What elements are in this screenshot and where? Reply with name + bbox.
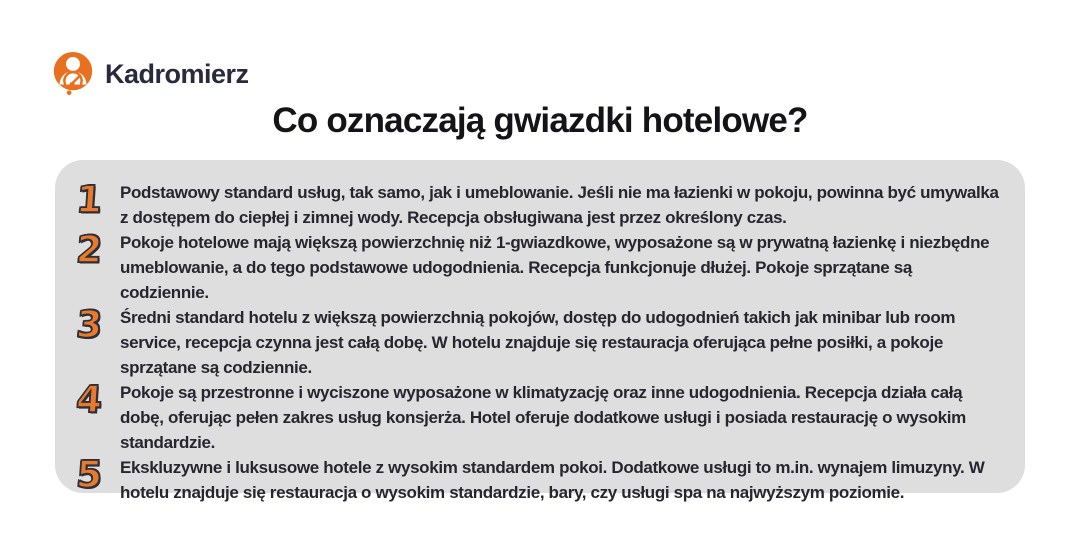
star-number-3: 3 (74, 303, 104, 346)
brand-name: Kadromierz (105, 58, 249, 89)
star-description-2: Pokoje hotelowe mają większą powierzchnię niż 1-gwiazdkowe, wyposażone są w prywatną łazienkę i niezbędne umeblowanie, a do tego podstawowe udogodnienia. Recepcja funkcjonuje dłużej. Pokoje sprzątane są codziennie. (120, 233, 990, 302)
star-description-5: Ekskluzywne i luksusowe hotele z wysokim standardem pokoi. Dodatkowe usługi to m.in. wynajem limuzyny. W hotelu znajduje się restauracja o wysokim standardzie, bary, czy usługi spa na najwyższym poziomie. (120, 458, 985, 502)
star-ratings-panel (55, 160, 1025, 502)
star-number-4: 4 (74, 378, 104, 421)
page-title: Co oznaczają gwiazdki hotelowe? (272, 101, 808, 140)
star-number-2: 2 (74, 228, 104, 271)
list-item-2-star (71, 230, 1003, 305)
list-item-4-star (71, 380, 1003, 455)
star-number-5: 5 (74, 453, 104, 496)
star-description-4: Pokoje są przestronne i wyciszone wyposażone w klimatyzację oraz inne udogodnienia. Recepcja działa całą dobę, oferując pełen zakres usług konsjerża. Hotel oferuje dodatkowe usługi i posiada restaurację o wysokim standardzie. (120, 383, 966, 452)
list-item-5-star (71, 455, 1003, 505)
star-number-1: 1 (74, 178, 104, 221)
list-item-1-star (71, 180, 1003, 230)
star-description-3: Średni standard hotelu z większą powierzchnią pokojów, dostęp do udogodnień takich jak minibar lub room service, recepcja czynna jest całą dobę. W hotelu znajduje się restauracja oferująca pełne posiłki, a pokoje sprzątane są codziennie. (120, 308, 956, 377)
person-gauge-icon (50, 50, 96, 98)
brand-header (50, 50, 249, 98)
star-description-1: Podstawowy standard usług, tak samo, jak i umeblowanie. Jeśli nie ma łazienki w pokoju, powinna być umywalka z dostępem do ciepłej i zimnej wody. Recepcja obsługiwana jest przez określony czas. (120, 183, 999, 227)
list-item-3-star (71, 305, 1003, 380)
